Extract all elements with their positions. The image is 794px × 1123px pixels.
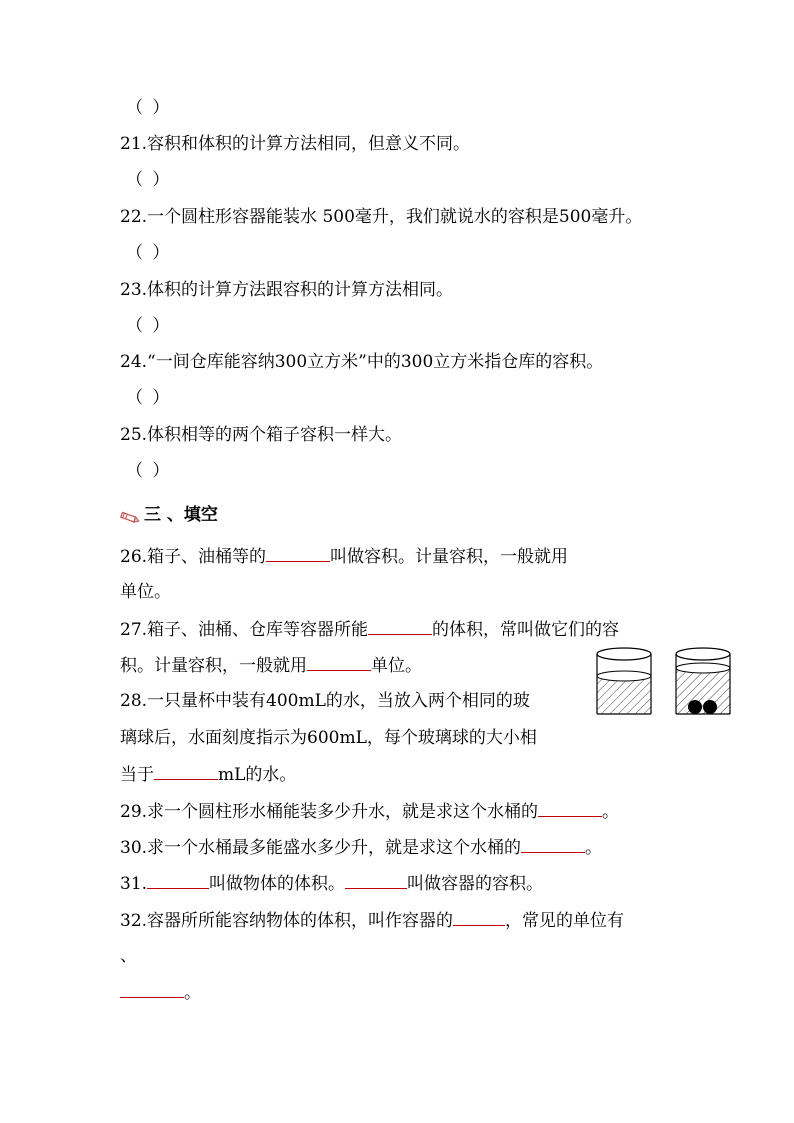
answer-blank[interactable]	[120, 981, 184, 998]
question-26-line-2	[120, 581, 171, 603]
question-26-text-c: 单位。	[120, 582, 171, 602]
question-30-text-a: 30.求一个水桶最多能盛水多少升，就是求这个水桶的	[120, 838, 522, 858]
question-22: 22.一个圆柱形容器能装水 500毫升，我们就说水的容积是500毫升。	[120, 207, 643, 227]
question-26-text-a: 26.箱子、油桶等的	[120, 547, 267, 567]
question-26-line-1	[120, 545, 568, 568]
glass-ball-icon	[688, 700, 702, 714]
glass-ball-icon	[703, 700, 717, 714]
question-25: 25.体积相等的两个箱子容积一样大。	[120, 425, 403, 445]
question-22-answer-parens: （ ）	[126, 243, 172, 263]
answer-blank[interactable]	[453, 909, 505, 926]
section-title: 三 、填空	[144, 505, 218, 525]
question-20-answer-parens: （ ）	[126, 98, 172, 118]
question-28-text-d: mL的水。	[218, 765, 297, 785]
question-27-text-b: 的体积，常叫做它们的容	[432, 620, 620, 640]
question-27-text-a: 27.箱子、油桶、仓库等容器所能	[120, 620, 369, 640]
pencil-icon	[118, 508, 140, 522]
question-26-text-b: 叫做容积。计量容积，一般就用	[330, 547, 569, 567]
question-25-answer-parens: （ ）	[126, 461, 172, 481]
answer-blank[interactable]	[368, 618, 432, 635]
question-23-answer-parens: （ ）	[126, 316, 172, 336]
answer-blank[interactable]	[154, 763, 218, 780]
cup-after-icon	[676, 648, 730, 714]
question-23: 23.体积的计算方法跟容积的计算方法相同。	[120, 280, 454, 300]
question-29	[120, 800, 619, 823]
question-30-text-b: 。	[585, 838, 603, 858]
question-28-line-3	[120, 763, 296, 786]
answer-blank[interactable]	[307, 654, 371, 671]
question-27-line-1	[120, 618, 619, 641]
question-21: 21.容积和体积的计算方法相同，但意义不同。	[120, 134, 471, 154]
answer-blank[interactable]	[147, 872, 209, 889]
section-heading	[118, 503, 218, 527]
question-31-text-a: 31.	[120, 874, 148, 894]
question-32-text-b: ，常见的单位有	[505, 911, 625, 931]
question-28-line-2	[120, 727, 537, 749]
question-27-line-2	[120, 654, 422, 677]
question-24: 24.“一间仓库能容纳300立方米”中的300立方米指仓库的容积。	[120, 352, 604, 372]
answer-blank[interactable]	[521, 836, 585, 853]
answer-blank[interactable]	[345, 872, 407, 889]
question-28-text-a: 28.一只量杯中装有400mL的水，当放入两个相同的玻	[120, 691, 530, 711]
question-31	[120, 872, 543, 895]
cup-before-icon	[597, 648, 651, 714]
question-31-text-b: 叫做物体的体积。	[209, 874, 346, 894]
question-29-text-a: 29.求一个圆柱形水桶能装多少升水，就是求这个水桶的	[120, 802, 539, 822]
question-31-text-c: 叫做容器的容积。	[407, 874, 544, 894]
question-32-line-1	[120, 909, 624, 932]
question-29-text-b: 。	[602, 802, 620, 822]
measuring-cups-figure	[590, 640, 740, 724]
question-32-line-2	[120, 945, 137, 967]
question-24-answer-parens: （ ）	[126, 388, 172, 408]
answer-blank[interactable]	[538, 800, 602, 817]
question-27-text-d: 单位。	[371, 656, 422, 676]
question-28-line-1	[120, 690, 530, 712]
question-32-text-c: 、	[120, 946, 137, 966]
question-32-line-3	[120, 981, 201, 1004]
question-28-text-b: 璃球后，水面刻度指示为600mL，每个玻璃球的大小相	[120, 728, 537, 748]
question-21-answer-parens: （ ）	[126, 170, 172, 190]
question-28-text-c: 当于	[120, 765, 154, 785]
question-27-text-c: 积。计量容积，一般就用	[120, 656, 307, 676]
question-32-text-d: 。	[184, 983, 201, 1003]
answer-blank[interactable]	[266, 545, 330, 562]
question-30	[120, 836, 602, 859]
question-32-text-a: 32.容器所所能容纳物体的体积，叫作容器的	[120, 911, 454, 931]
